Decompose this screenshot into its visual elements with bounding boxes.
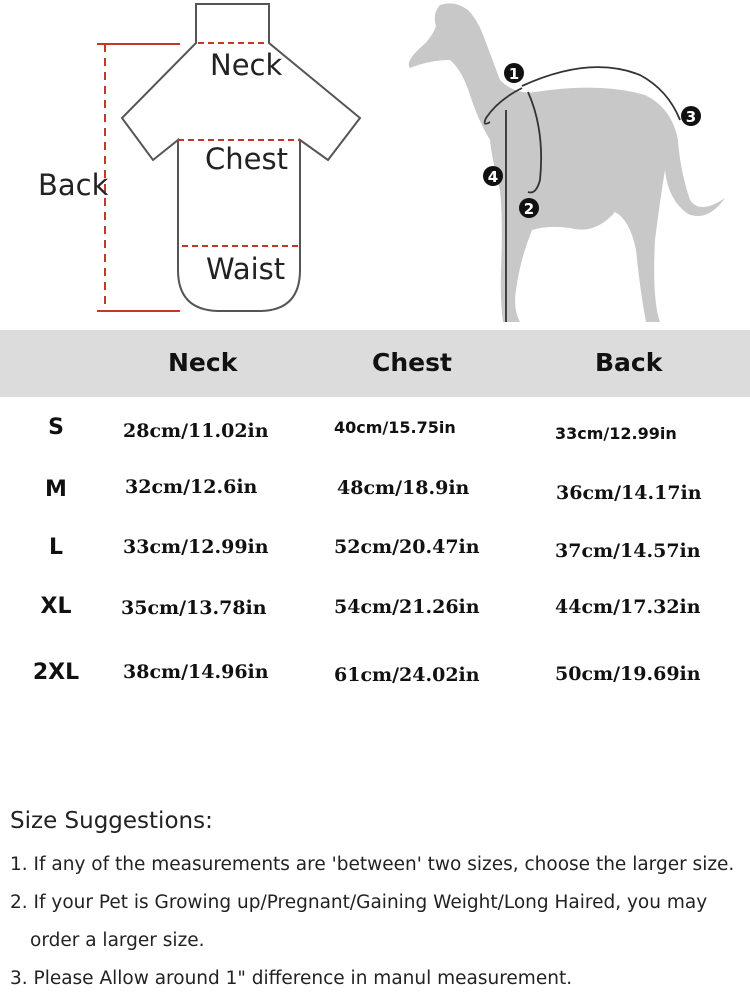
header-neck: Neck [168,348,238,377]
chest-value: 52cm/20.47in [334,536,480,558]
chest-value: 40cm/15.75in [334,418,456,437]
waist-label: Waist [206,252,286,286]
neck-value: 32cm/12.6in [125,476,258,498]
marker-1-label: 1 [508,65,520,83]
neck-value: 28cm/11.02in [123,420,269,442]
marker-4-icon [483,166,503,186]
marker-3-label: 3 [685,108,697,126]
back-value: 36cm/14.17in [556,482,702,504]
marker-1-icon [504,63,524,83]
suggestion-line-3: 3. Please Allow around 1" difference in manul measurement. [10,968,573,989]
dog-silhouette [409,3,725,322]
size-label: M [45,477,67,502]
neck-label: Neck [210,48,283,82]
header-back: Back [595,348,663,377]
marker-4-label: 4 [487,168,499,186]
marker-3-icon [681,106,701,126]
neck-value: 38cm/14.96in [123,661,269,683]
back-value: 44cm/17.32in [555,596,701,618]
chest-value: 61cm/24.02in [334,664,480,686]
neck-value: 33cm/12.99in [123,536,269,558]
chest-value: 48cm/18.9in [337,477,470,499]
chest-label: Chest [205,142,288,176]
back-label: Back [38,168,109,202]
suggestion-line-2-continued: order a larger size. [30,930,205,951]
size-label: S [48,415,64,440]
size-label: 2XL [32,660,80,685]
suggestions-heading: Size Suggestions: [10,808,213,834]
size-label: XL [40,594,72,619]
size-label: L [48,535,64,560]
header-chest: Chest [372,348,452,377]
neck-value: 35cm/13.78in [121,597,267,619]
suggestion-line-1: 1. If any of the measurements are 'between' two sizes, choose the larger size. [10,854,735,875]
measurement-diagram [0,0,750,330]
back-value: 37cm/14.57in [555,540,701,562]
back-value: 33cm/12.99in [555,424,677,443]
suggestion-line-2: 2. If your Pet is Growing up/Pregnant/Gaining Weight/Long Haired, you may [10,892,708,913]
diagram-graphics [0,0,750,330]
marker-2-icon [519,198,539,218]
size-suggestions [10,808,734,998]
back-value: 50cm/19.69in [555,663,701,685]
marker-2-label: 2 [523,200,535,218]
chest-value: 54cm/21.26in [334,596,480,618]
